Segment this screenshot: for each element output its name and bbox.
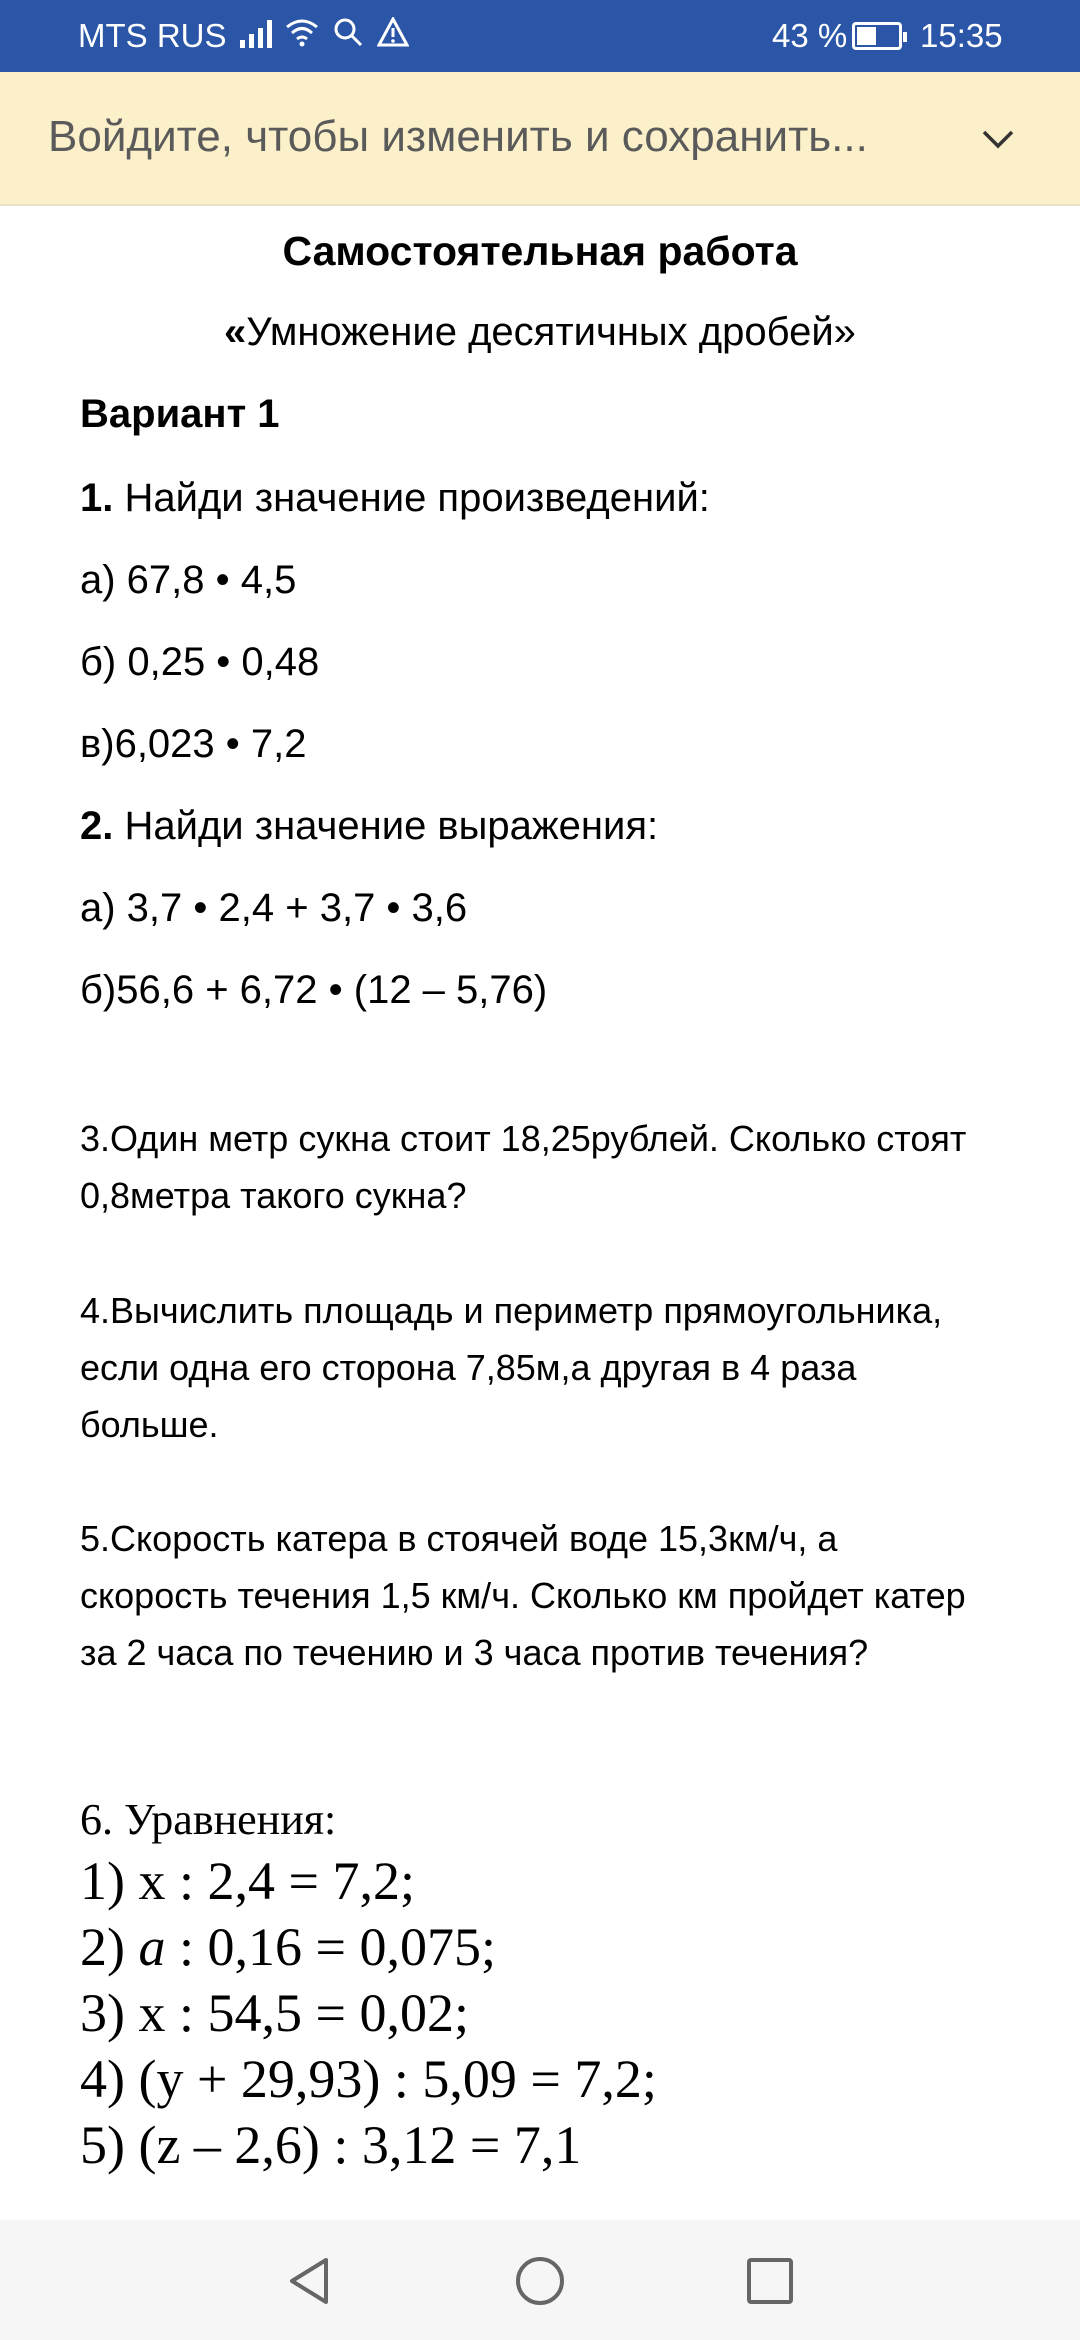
- battery-icon: [852, 22, 902, 50]
- document-title: Самостоятельная работа: [282, 228, 798, 274]
- equation-item: [80, 1916, 496, 1978]
- task-4-text: 4.Вычислить площадь и периметр прямоугольника, если одна его сторона 7,85м,а другая в 4 раза больше.: [80, 1290, 943, 1445]
- clock: 15:35: [920, 17, 1003, 54]
- battery-fill: [857, 27, 876, 45]
- task-2-number: 2.: [80, 804, 114, 848]
- task-2-text: Найди значение выражения:: [113, 804, 659, 848]
- recents-icon[interactable]: [743, 2254, 797, 2308]
- back-icon[interactable]: [282, 2254, 336, 2308]
- variant-heading: Вариант 1: [80, 392, 280, 436]
- equation-item: 5) (z – 2,6) : 3,12 = 7,1: [80, 2115, 582, 2175]
- task-1-item: в)6,023 • 7,2: [80, 722, 307, 766]
- equation-rest: : 0,16 = 0,075;: [165, 1917, 496, 1977]
- equation-item: 1) х : 2,4 = 7,2;: [80, 1851, 415, 1911]
- task-1-item: б) 0,25 • 0,48: [80, 640, 320, 684]
- task-1-text: Найди значение произведений:: [113, 476, 710, 520]
- subtitle-text: Умножение десятичных дробей»: [246, 310, 856, 354]
- task-3-text: 3.Один метр сукна стоит 18,25рублей. Сколько стоят 0,8метра такого сукна?: [80, 1118, 967, 1216]
- equation-item: 3) х : 54,5 = 0,02;: [80, 1983, 469, 2043]
- signal-icon: [240, 18, 272, 48]
- home-icon[interactable]: [513, 2254, 567, 2308]
- sign-in-banner-text[interactable]: Войдите, чтобы изменить и сохранить...: [48, 112, 868, 161]
- task-2-item: б)56,6 + 6,72 • (12 – 5,76): [80, 968, 548, 1012]
- warning-icon: [377, 17, 409, 47]
- sign-in-banner[interactable]: [0, 72, 1080, 206]
- carrier-label: MTS RUS: [78, 17, 227, 54]
- search-icon: [333, 17, 363, 47]
- task-5-text: 5.Скорость катера в стоячей воде 15,3км/ч, а скорость течения 1,5 км/ч. Сколько км пройдет катер за 2 часа по течению и 3 часа против течения?: [80, 1518, 966, 1673]
- chevron-down-icon[interactable]: [978, 120, 1018, 160]
- task-1-heading: [80, 476, 710, 521]
- subtitle-open-quote: «: [224, 310, 247, 354]
- navigation-bar: [0, 2220, 1080, 2340]
- battery-percent: 43 %: [772, 17, 848, 54]
- wifi-icon: [285, 17, 319, 47]
- task-1-number: 1.: [80, 476, 114, 520]
- equation-variable: а: [138, 1917, 166, 1977]
- equation-item: 4) (у + 29,93) : 5,09 = 7,2;: [80, 2049, 657, 2109]
- task-2-item: а) 3,7 • 2,4 + 3,7 • 3,6: [80, 886, 468, 930]
- document-page: [0, 206, 1080, 2220]
- task-2-heading: [80, 804, 658, 849]
- status-bar: [0, 0, 1080, 72]
- task-1-item: а) 67,8 • 4,5: [80, 558, 297, 602]
- task-6-heading: 6. Уравнения:: [80, 1795, 337, 1844]
- document-subtitle: [0, 310, 1080, 355]
- equation-prefix: 2): [80, 1917, 139, 1977]
